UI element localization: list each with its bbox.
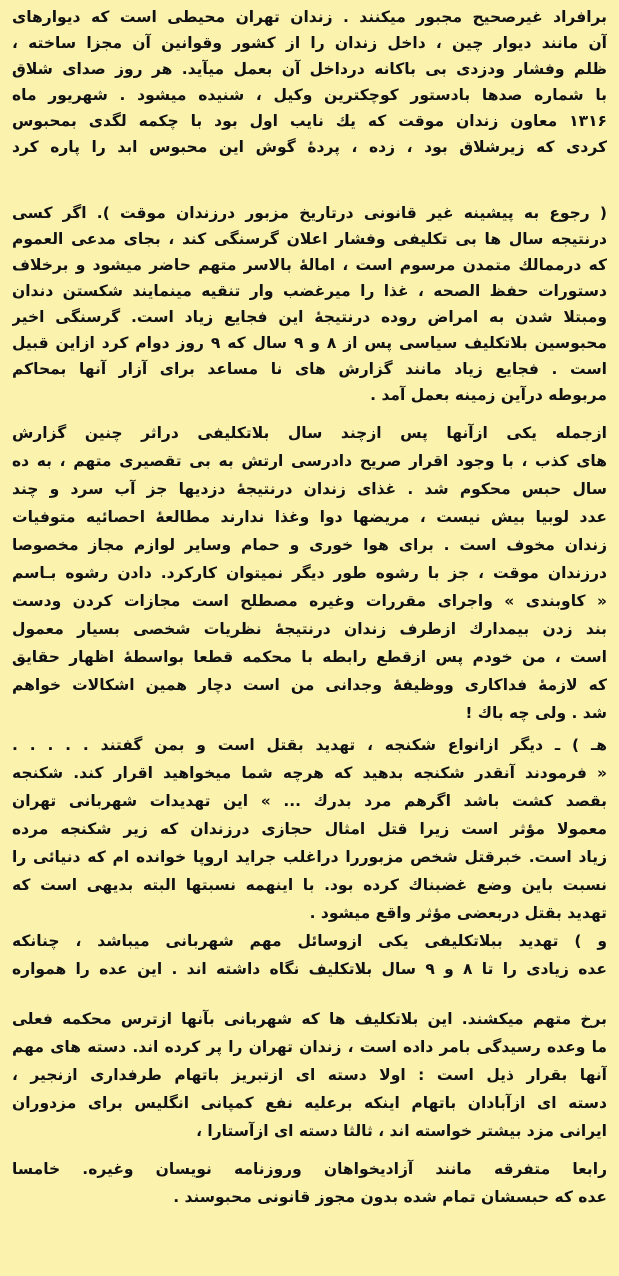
- text-line: های کذب ، با وجود اقرار صریح دادرسی ارتش به بی تقصیری متهم ، به ده: [12, 452, 607, 470]
- text-line: سال حبس محکوم شد . غذای زندان درنتیجۀ دزدیها جز آب سرد و چند: [12, 480, 607, 498]
- text-line: عدد لوبیا بیش نیست ، مریضها دوا وغذا ندارند مطالعۀ احصائیه متوفیات: [12, 508, 607, 526]
- text-line: بقصد کشت باشد اگرهم مرد بدرك ... » این تهدیدات شهربانی تهران: [12, 792, 607, 810]
- text-line: درزندان موقت ، جز با رشوه طور دیگر نمیتوان کارکرد. دادن رشوه بـاسم: [12, 564, 607, 582]
- text-line: رابعا متفرقه مانند آزادیخواهان وروزنامه نویسان وغیره. خامسا: [12, 1160, 607, 1178]
- text-line: است ، من خودم پس ازقطع رابطه با محکمه قطعا بواسطۀ اظهار حقایق: [12, 648, 607, 666]
- text-line: که درممالك متمدن مرسوم است ، امالۀ بالاسر متهم حاضر میشود و برخلاف: [12, 256, 607, 274]
- text-line: و ) تهدید ببلاتکلیفی یکی ازوسائل مهم شهربانی میباشد ، چنانکه: [12, 932, 607, 950]
- text-line: محبوسین بلاتکلیف سیاسی پس از ۸ و ۹ سال که ۹ روز دوام کرد ازاین قبیل: [12, 334, 607, 352]
- text-line: مربوطه درآین زمینه بعمل آمد .: [370, 386, 607, 404]
- text-line: زندان مخوف است . برای هوا خوری و حمام وسایر لوازم مجاز مخصوصا: [12, 536, 607, 554]
- text-line: هـ ) ـ دیگر ازانواع شکنجه ، تهدید بقتل است و بمن گفتند . . . . .: [12, 736, 607, 754]
- text-line: برافراد غیرصحیح مجبور میکنند . زندان تهران محیطی است که دیوارهای: [12, 8, 607, 26]
- text-line: دستورات حفظ الصحه ، غذا را میرغضب وار تنقیه مینمایند شکستن دندان: [12, 282, 607, 300]
- text-line: درنتیجه سال ها بی تکلیفی وفشار اعلان گرسنگی کند ، بجای مدعی العموم: [12, 230, 607, 248]
- text-line: کردی که زیرشلاق بود ، زده ، پردۀ گوش این محبوس ابد را پاره کرد: [12, 138, 607, 156]
- text-line: ومبتلا شدن به امراض روده درنتیجۀ این فجایع زیاد است. گرسنگی اخیر: [12, 308, 607, 326]
- text-line: با شماره صدها بادستور کوچکترین وکیل ، شنیده میشود . شهریور ماه: [12, 86, 607, 104]
- text-line: ایرانی مزد بیشتر خواسته اند ، ثالثا دسته ای ازآستارا ،: [196, 1122, 607, 1140]
- text-line: ما وعده رسیدگی بامر داده است ، زندان تهران را پر کرده اند. دسته های مهم: [12, 1038, 607, 1056]
- text-line: عده زیادی را تا ۸ و ۹ سال بلاتکلیف نگاه داشته اند . این عده را همواره: [12, 960, 607, 978]
- text-line: که لازمۀ فداکاری ووظیفۀ وجدانی من است دچار همین اشکالات خواهم: [12, 676, 607, 694]
- text-line: زیاد است. خبرقتل شخص مزبوررا دراغلب جراید اروپا خوانده ام که دنیائی را: [12, 848, 607, 866]
- text-line: آنها بقرار ذیل است : اولا دسته ای ازتبریز باتهام طرفداری ازنجیر ،: [12, 1066, 607, 1084]
- text-line: ( رجوع به پیشینه غیر قانونی درتاریخ مزبور درزندان موقت ). اگر کسی: [12, 204, 607, 222]
- text-line: آن مانند دیوار چین ، داخل زندان را از کشور وقوانین آن مجزا ساخته ،: [12, 34, 607, 52]
- text-line: « فرمودند آنقدر شکنجه بدهید که هرچه شما میخواهید اقرار کند. شکنجه: [12, 764, 607, 782]
- text-line: ازجمله یکی ازآنها پس ازچند سال بلاتکلیفی دراثر چنین گزارش: [12, 424, 607, 442]
- text-line: شد . ولی چه باك !: [465, 704, 607, 722]
- text-line: بند زدن بیمدارك ازطرف زندان درنتیجۀ نظریات شخصی بسیار معمول: [12, 620, 607, 638]
- text-line: دسته ای ازآبادان باتهام اینکه برعلیه نفع کمپانی انگلیس برای مزدوران: [12, 1094, 607, 1112]
- text-line: است . فجایع زیاد مانند گزارش های نا مساعد برای آزار آنها بمحاکم: [12, 360, 607, 378]
- text-line: عده که حبسشان تمام شده بدون مجوز قانونی محبوسند .: [173, 1188, 607, 1206]
- text-line: ظلم وفشار ودزدی بی باکانه درداخل آن بعمل میآید. هر روز صدای شلاق: [12, 60, 607, 78]
- text-line: « کاوبندی » واجرای مقررات وغیره مصطلح است مجازات کردن ودست: [12, 592, 607, 610]
- text-line: معمولا مؤثر است زیرا قتل امثال حجازی درزندان که زیر شکنجه مرده: [12, 820, 607, 838]
- text-line: نسبت باین وضع غضبناك کرده بود. با اینهمه نسبتها البته بدیهی است که: [12, 876, 607, 894]
- text-line: ۱۳۱۶ معاون زندان موقت که یك نایب اول بود با چکمه لگدی بمحبوس: [12, 112, 607, 130]
- text-line: برخ متهم میکشند. این بلاتکلیف ها که شهربانی بآنها ازترس محکمه فعلی: [12, 1010, 607, 1028]
- text-line: تهدید بقتل دربعضی مؤثر واقع میشود .: [309, 904, 607, 922]
